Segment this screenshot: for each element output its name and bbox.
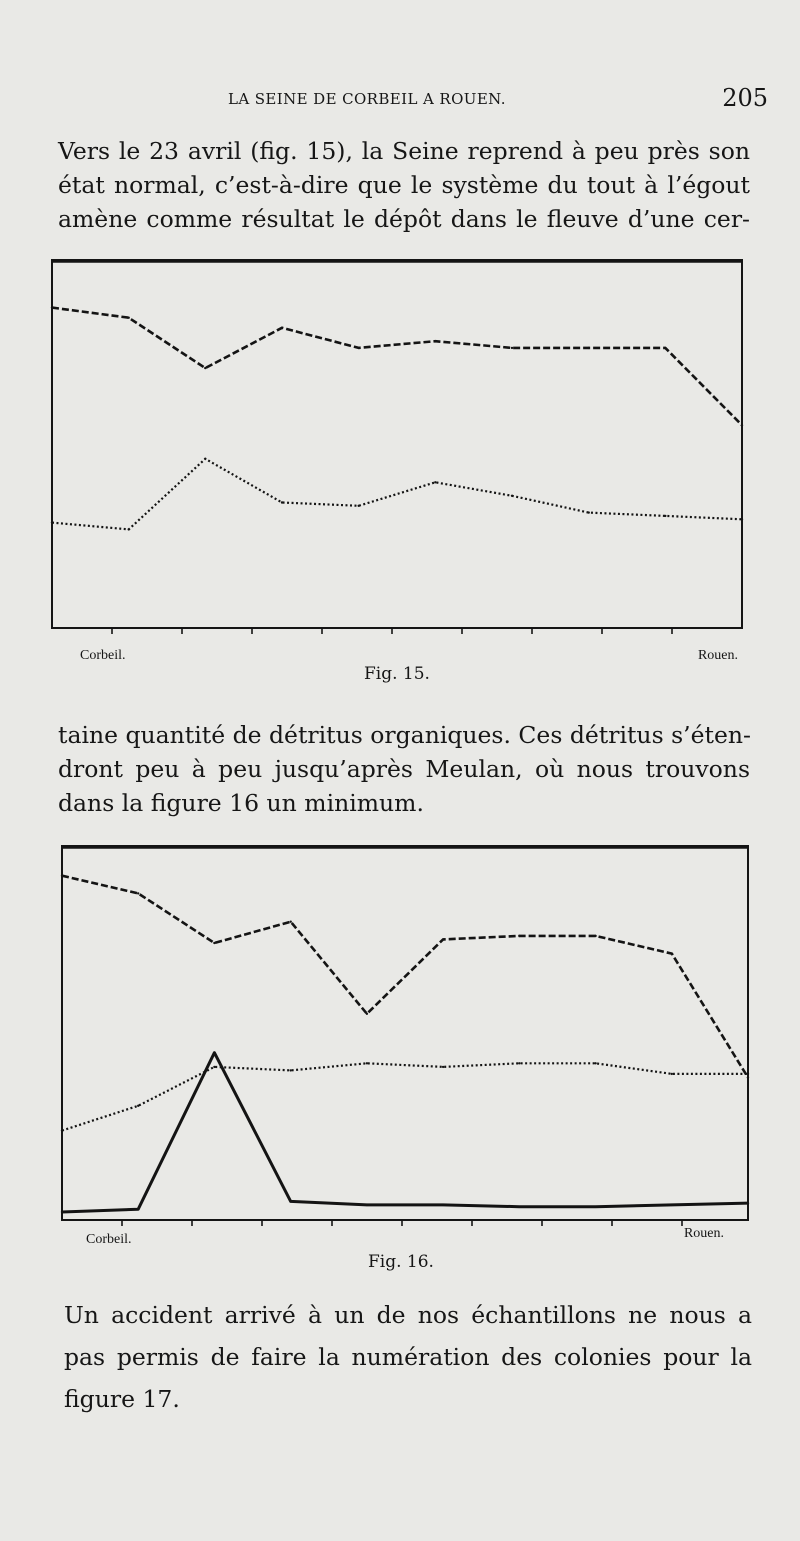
chart-frame: [52, 260, 742, 628]
data-point: [290, 1200, 292, 1202]
page-header: [0, 84, 800, 116]
axis-label-rouen: Rouen.: [683, 1226, 724, 1241]
data-point: [518, 935, 520, 937]
paragraph-1: [58, 134, 750, 236]
text-line: taine quantité de détritus organiques. Ces détritus s’éten-: [58, 721, 751, 749]
data-point: [671, 1073, 673, 1075]
series-line-solid: [62, 1053, 748, 1212]
text-line: amène comme résultat le dépôt dans le fleuve d’une cer-: [58, 205, 750, 233]
data-point: [518, 1062, 520, 1064]
data-point: [281, 327, 283, 329]
data-point: [434, 340, 436, 342]
data-point: [741, 518, 743, 520]
series-line-dashed: [52, 308, 742, 426]
text-line: figure 17.: [64, 1385, 180, 1413]
data-point: [434, 481, 436, 483]
data-point: [442, 938, 444, 940]
data-point: [61, 875, 63, 877]
data-point: [204, 458, 206, 460]
data-point: [204, 367, 206, 369]
data-point: [594, 1062, 596, 1064]
text-line: Vers le 23 avril (fig. 15), la Seine reprend à peu près son: [58, 137, 750, 165]
data-point: [594, 1206, 596, 1208]
data-point: [128, 528, 130, 530]
data-point: [290, 1069, 292, 1071]
data-point: [588, 511, 590, 513]
data-point: [671, 1204, 673, 1206]
data-point: [366, 1204, 368, 1206]
data-point: [671, 952, 673, 954]
chart-frame: [62, 846, 748, 1220]
data-point: [442, 1066, 444, 1068]
axis-label-rouen: Rouen.: [697, 648, 738, 663]
data-point: [518, 1206, 520, 1208]
data-point: [358, 347, 360, 349]
data-point: [358, 505, 360, 507]
page-number: 205: [722, 84, 768, 112]
data-point: [137, 1208, 139, 1210]
data-point: [366, 1062, 368, 1064]
data-point: [61, 1211, 63, 1213]
data-point: [511, 347, 513, 349]
data-point: [511, 495, 513, 497]
data-point: [61, 1129, 63, 1131]
figure-15: [48, 250, 746, 690]
data-point: [747, 1073, 749, 1075]
data-point: [213, 1052, 215, 1054]
data-point: [747, 1202, 749, 1204]
text-line: pas permis de faire la numération des colonies pour la: [64, 1343, 752, 1371]
running-title: LA SEINE DE CORBEIL A ROUEN.: [228, 90, 506, 108]
data-point: [366, 1013, 368, 1015]
series-line-dotted: [52, 459, 742, 530]
text-line: Un accident arrivé à un de nos échantillons ne nous a: [64, 1301, 752, 1329]
axis-label-corbeil: Corbeil.: [86, 1232, 132, 1247]
figure-15-chart: [48, 250, 746, 660]
data-point: [137, 1105, 139, 1107]
data-point: [281, 501, 283, 503]
paragraph-3: [64, 1294, 752, 1420]
data-point: [51, 521, 53, 523]
figure-caption: Fig. 16.: [368, 1252, 434, 1272]
text-line: dans la figure 16 un minimum.: [58, 789, 424, 817]
figure-16-chart: [58, 838, 752, 1236]
data-point: [51, 306, 53, 308]
figure-16: [58, 838, 752, 1278]
data-point: [594, 935, 596, 937]
data-point: [128, 317, 130, 319]
data-point: [137, 892, 139, 894]
data-point: [588, 347, 590, 349]
data-point: [213, 1066, 215, 1068]
data-point: [213, 942, 215, 944]
text-line: dront peu à peu jusqu’après Meulan, où nous trouvons: [58, 755, 750, 783]
paragraph-2: [58, 718, 750, 820]
axis-label-corbeil: Corbeil.: [80, 648, 126, 663]
data-point: [290, 921, 292, 923]
data-point: [664, 515, 666, 517]
data-point: [664, 347, 666, 349]
data-point: [741, 424, 743, 426]
series-line-dotted: [62, 1063, 748, 1130]
figure-caption: Fig. 15.: [364, 664, 430, 684]
text-line: état normal, c’est-à-dire que le système du tout à l’égout: [58, 171, 750, 199]
data-point: [747, 1076, 749, 1078]
series-line-dashed: [62, 876, 748, 1078]
data-point: [442, 1204, 444, 1206]
